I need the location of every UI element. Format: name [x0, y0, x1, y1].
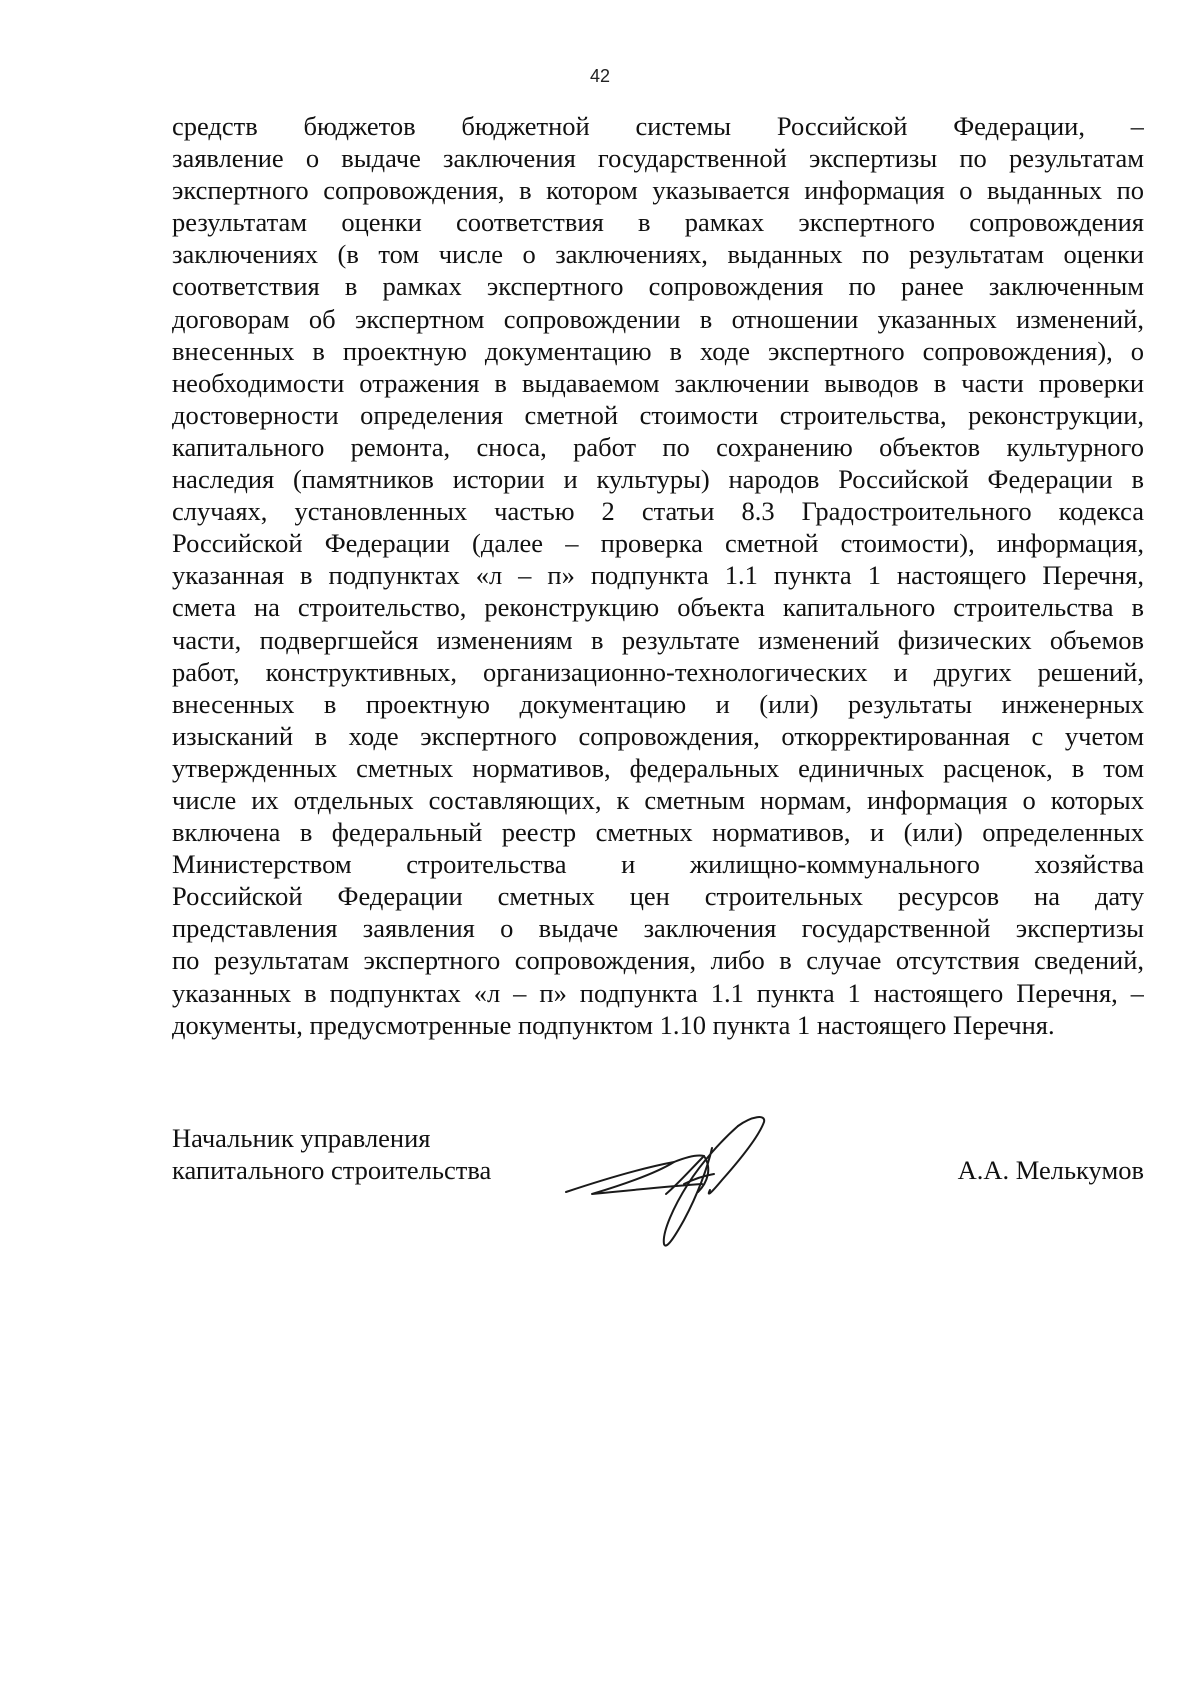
- text-line: договорам об экспертном сопровождении в отношении указанных изменений,: [172, 303, 1144, 334]
- text-line: включена в федеральный реестр сметных нормативов, и (или) определенных: [172, 817, 1144, 848]
- text-line: внесенных в проектную документацию в ходе экспертного сопровождения), о: [172, 335, 1144, 366]
- text-line: работ, конструктивных, организационно-технологических и других решений,: [172, 656, 1144, 687]
- text-line: заключениях (в том числе о заключениях, выданных по результатам оценки: [172, 239, 1144, 270]
- signer-name: А.А. Мелькумов: [957, 1155, 1144, 1185]
- text-line: числе их отдельных составляющих, к сметным нормам, информация о которых: [172, 784, 1144, 815]
- text-line: средств бюджетов бюджетной системы Российской Федерации, –: [172, 111, 1144, 141]
- text-line: указанных в подпунктах «л – п» подпункта 1.1 пункта 1 настоящего Перечня, –: [172, 977, 1144, 1008]
- page-number: 42: [589, 66, 611, 86]
- text-line: результатам оценки соответствия в рамках экспертного сопровождения: [172, 207, 1144, 238]
- signer-position-line: капитального строительства: [172, 1155, 492, 1185]
- text-line: Российской Федерации (далее – проверка сметной стоимости), информация,: [172, 528, 1144, 559]
- text-line: изысканий в ходе экспертного сопровождения, откорректированная с учетом: [172, 720, 1144, 751]
- handwritten-signature: [562, 1110, 792, 1250]
- body-paragraph: [172, 110, 1144, 1041]
- text-line: указанная в подпунктах «л – п» подпункта 1.1 пункта 1 настоящего Перечня,: [172, 560, 1144, 591]
- text-line: утвержденных сметных нормативов, федеральных единичных расценок, в том: [172, 752, 1144, 783]
- text-line: заявление о выдаче заключения государственной экспертизы по результатам: [172, 143, 1144, 174]
- signer-position-line: Начальник управления: [172, 1123, 431, 1153]
- text-line: по результатам экспертного сопровождения, либо в случае отсутствия сведений,: [172, 945, 1144, 976]
- text-line: представления заявления о выдаче заключения государственной экспертизы: [172, 913, 1144, 944]
- text-line: необходимости отражения в выдаваемом заключении выводов в части проверки: [172, 367, 1144, 398]
- text-line: достоверности определения сметной стоимости строительства, реконструкции,: [172, 399, 1144, 430]
- text-line: Российской Федерации сметных цен строительных ресурсов на дату: [172, 881, 1144, 912]
- signature-block: [172, 1122, 1144, 1252]
- text-line: случаях, установленных частью 2 статьи 8.3 Градостроительного кодекса: [172, 496, 1144, 527]
- signer-position: [172, 1122, 491, 1186]
- text-line: документы, предусмотренные подпунктом 1.10 пункта 1 настоящего Перечня.: [172, 1009, 1055, 1040]
- text-line: экспертного сопровождения, в котором указывается информация о выданных по: [172, 175, 1144, 206]
- text-line: соответствия в рамках экспертного сопровождения по ранее заключенным: [172, 271, 1144, 302]
- text-line: внесенных в проектную документацию и (или) результаты инженерных: [172, 688, 1144, 719]
- text-line: смета на строительство, реконструкцию объекта капитального строительства в: [172, 592, 1144, 623]
- text-line: капитального ремонта, сноса, работ по сохранению объектов культурного: [172, 431, 1144, 462]
- text-line: наследия (памятников истории и культуры) народов Российской Федерации в: [172, 464, 1144, 495]
- text-line: Министерством строительства и жилищно-коммунального хозяйства: [172, 849, 1144, 880]
- text-line: части, подвергшейся изменениям в результате изменений физических объемов: [172, 624, 1144, 655]
